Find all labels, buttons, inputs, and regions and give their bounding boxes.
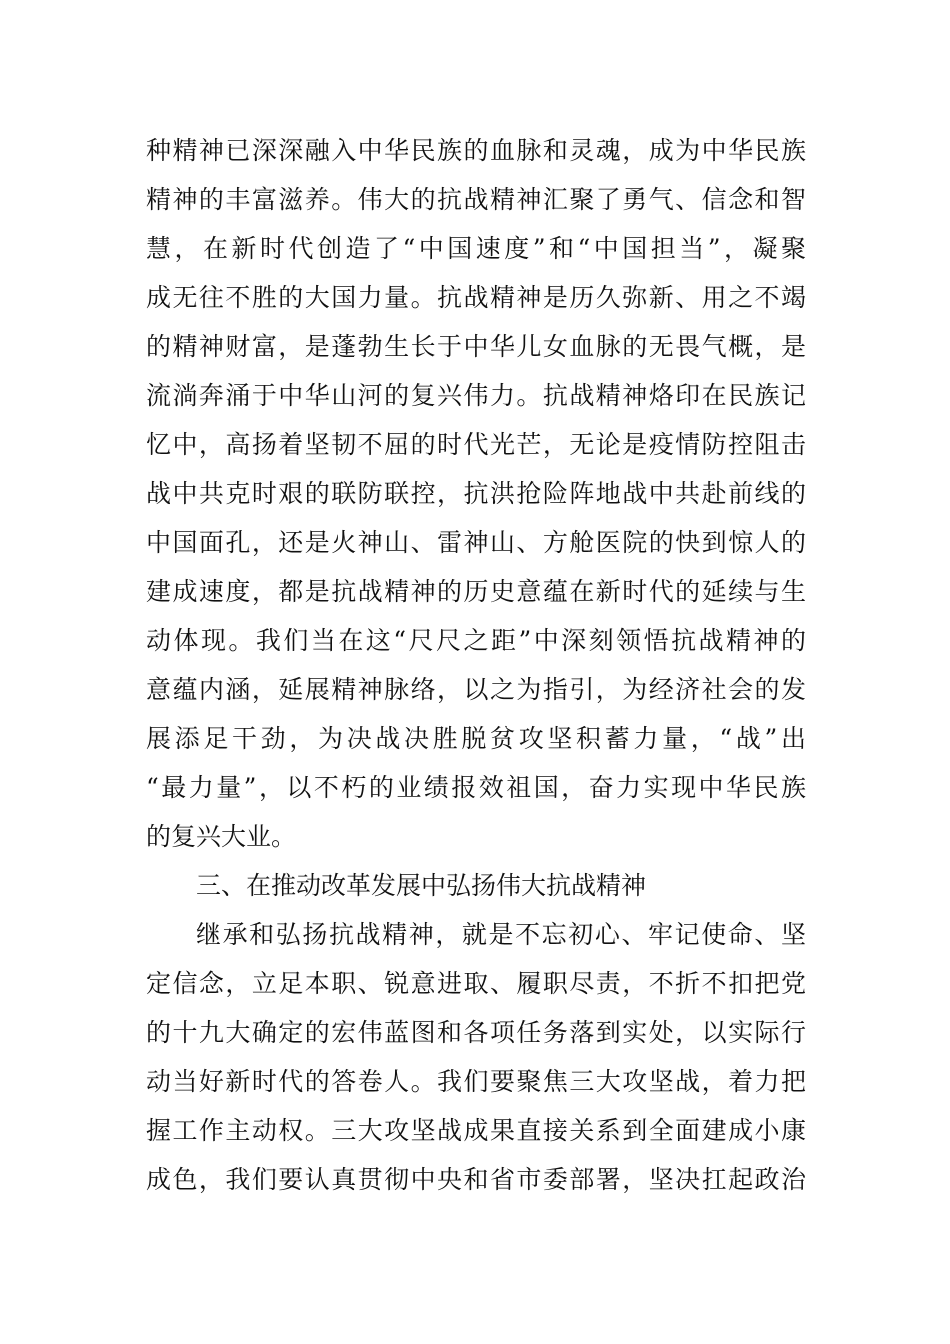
text-line: 继承和弘扬抗战精神，就是不忘初心、牢记使命、坚 — [196, 920, 806, 949]
text-line: 成无往不胜的大国力量。抗战精神是历久弥新、用之不竭 — [146, 283, 806, 312]
text-line: 的十九大确定的宏伟蓝图和各项任务落到实处，以实际行 — [146, 1018, 806, 1047]
text-line: 中国面孔，还是火神山、雷神山、方舱医院的快到惊人的 — [146, 528, 806, 557]
text-line: 的精神财富，是蓬勃生长于中华儿女血脉的无畏气概，是 — [146, 332, 806, 361]
section-heading: 三、在推动改革发展中弘扬伟大抗战精神 — [196, 871, 647, 900]
text-line: 动体现。我们当在这“尺尺之距”中深刻领悟抗战精神的 — [146, 626, 806, 655]
body-text — [146, 126, 806, 1204]
text-line: 慧，在新时代创造了“中国速度”和“中国担当”，凝聚 — [146, 234, 806, 263]
text-line: 建成速度，都是抗战精神的历史意蕴在新时代的延续与生 — [146, 577, 806, 606]
text-line: 成色，我们要认真贯彻中央和省市委部署，坚决扛起政治 — [146, 1165, 806, 1194]
text-line: 种精神已深深融入中华民族的血脉和灵魂，成为中华民族 — [146, 136, 806, 165]
text-line: 定信念，立足本职、锐意进取、履职尽责，不折不扣把党 — [146, 969, 806, 998]
text-line: 的复兴大业。 — [146, 822, 297, 851]
text-line: 动当好新时代的答卷人。我们要聚焦三大攻坚战，着力把 — [146, 1067, 806, 1096]
text-line: “最力量”，以不朽的业绩报效祖国，奋力实现中华民族 — [146, 773, 806, 802]
text-line: 忆中，高扬着坚韧不屈的时代光芒，无论是疫情防控阻击 — [146, 430, 806, 459]
text-line: 流淌奔涌于中华山河的复兴伟力。抗战精神烙印在民族记 — [146, 381, 806, 410]
text-line: 战中共克时艰的联防联控，抗洪抢险阵地战中共赴前线的 — [146, 479, 806, 508]
text-line: 握工作主动权。三大攻坚战成果直接关系到全面建成小康 — [146, 1116, 806, 1145]
text-line: 意蕴内涵，延展精神脉络，以之为指引，为经济社会的发 — [146, 675, 806, 704]
text-line: 精神的丰富滋养。伟大的抗战精神汇聚了勇气、信念和智 — [146, 185, 806, 214]
text-line: 展添足干劲，为决战决胜脱贫攻坚积蓄力量，“战”出 — [146, 724, 806, 753]
